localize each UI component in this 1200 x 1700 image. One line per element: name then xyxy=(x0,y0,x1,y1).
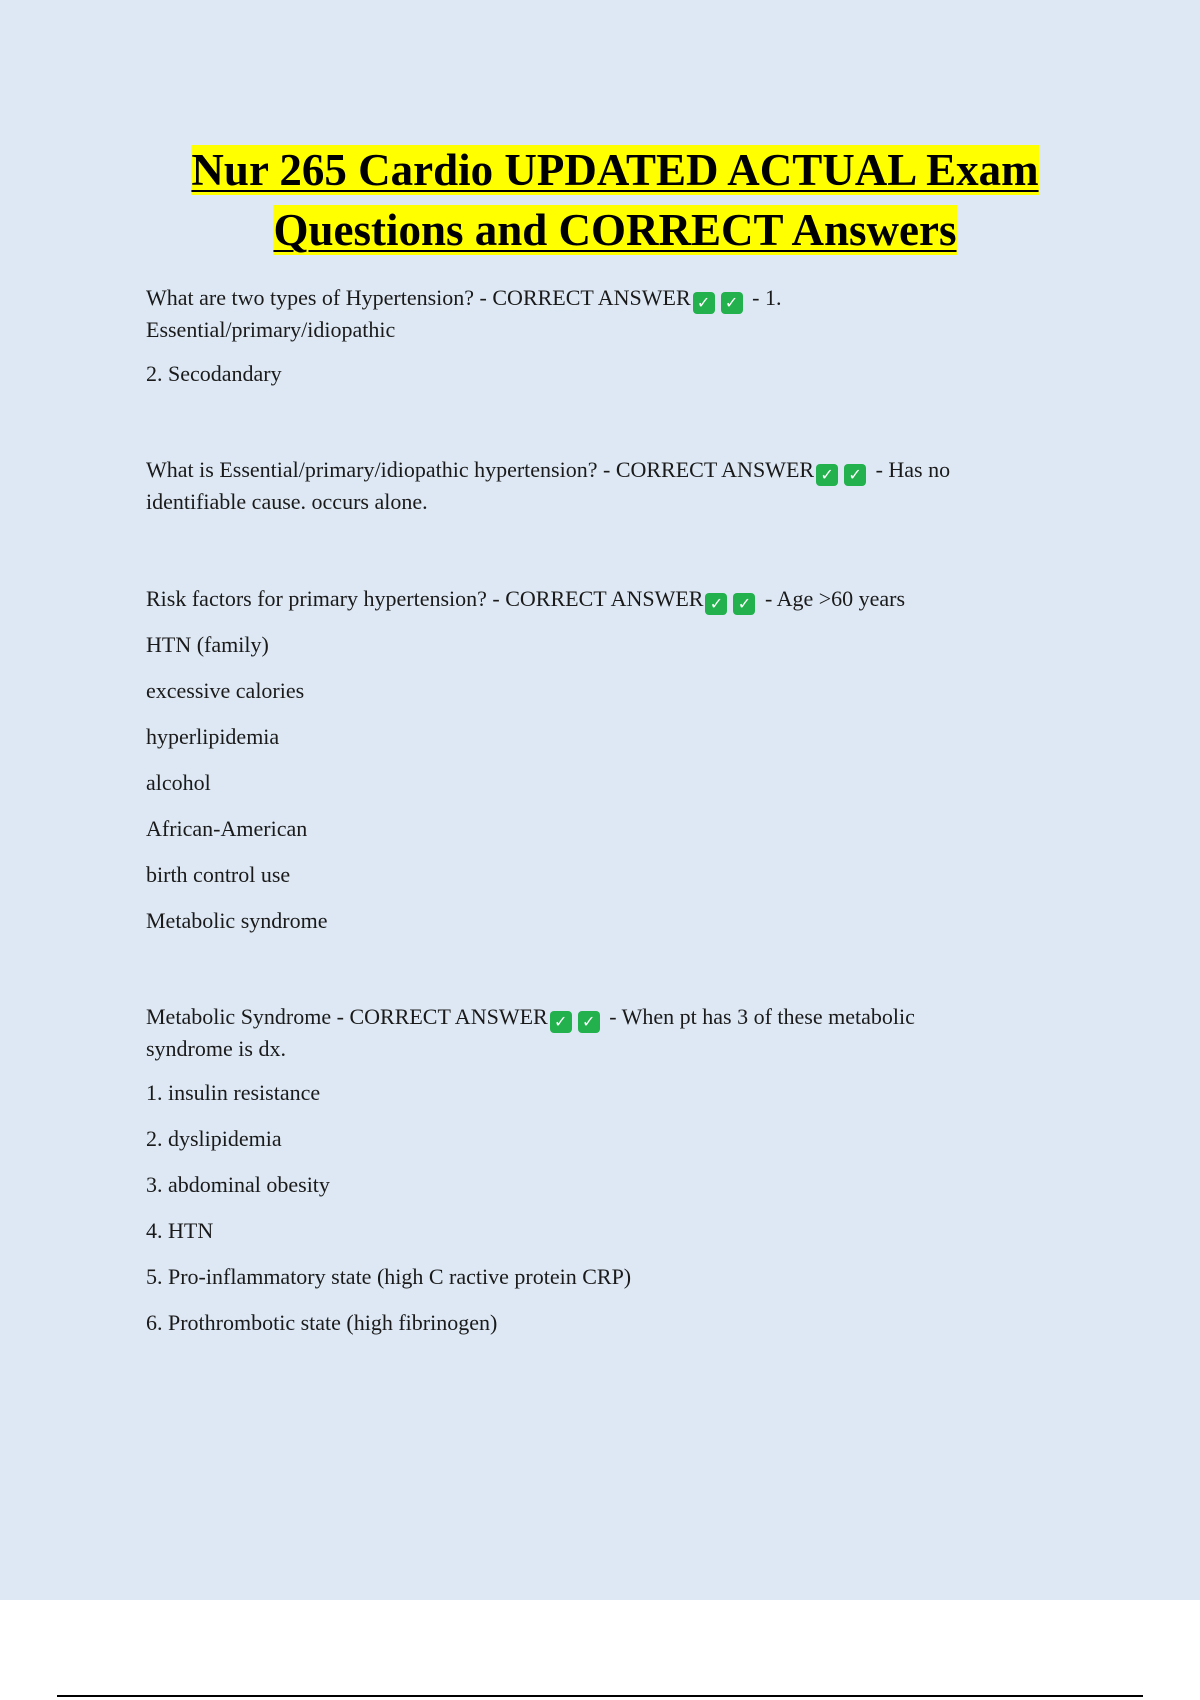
qa-question-paragraph xyxy=(146,282,1046,346)
list-item: Metabolic syndrome xyxy=(146,908,328,933)
title-line-1: Nur 265 Cardio UPDATED ACTUAL Exam xyxy=(191,145,1039,195)
question-text: Risk factors for primary hypertension? - CORRECT ANSWER xyxy=(146,586,704,611)
footer-divider xyxy=(57,1695,1143,1697)
spacer xyxy=(146,404,1046,454)
check-mark-icon: ✓ xyxy=(816,464,838,486)
list-item: 6. Prothrombotic state (high fibrinogen) xyxy=(146,1310,498,1335)
check-mark-icon: ✓ xyxy=(705,593,727,615)
answer-text-continued: syndrome is dx. xyxy=(146,1036,286,1061)
qa-question-paragraph xyxy=(146,1001,1046,1065)
title-line-2: Questions and CORRECT Answers xyxy=(273,205,957,255)
answer-text-continued: Essential/primary/idiopathic xyxy=(146,317,396,342)
check-mark-icon: ✓ xyxy=(733,593,755,615)
qa-content xyxy=(146,282,1046,1353)
check-mark-icon: ✓ xyxy=(844,464,866,486)
list-item: hyperlipidemia xyxy=(146,724,280,749)
answer-text: - Has no xyxy=(870,457,951,482)
list-item: 5. Pro-inflammatory state (high C ractive protein CRP) xyxy=(146,1264,632,1289)
question-text: What are two types of Hypertension? - CORRECT ANSWER xyxy=(146,285,691,310)
check-mark-icon: ✓ xyxy=(693,292,715,314)
spacer xyxy=(146,951,1046,1001)
list-item: birth control use xyxy=(146,862,291,887)
answer-text: - Age >60 years xyxy=(759,586,906,611)
qa-item xyxy=(146,583,1046,937)
list-item: alcohol xyxy=(146,770,211,795)
document-title xyxy=(140,140,1090,260)
answer-text: - When pt has 3 of these metabolic xyxy=(603,1004,915,1029)
list-item: 1. insulin resistance xyxy=(146,1080,321,1105)
question-text: What is Essential/primary/idiopathic hypertension? - CORRECT ANSWER xyxy=(146,457,815,482)
question-text: Metabolic Syndrome - CORRECT ANSWER xyxy=(146,1004,548,1029)
qa-question-paragraph xyxy=(146,454,1046,518)
list-item: 3. abdominal obesity xyxy=(146,1172,330,1197)
list-item: 2. dyslipidemia xyxy=(146,1126,282,1151)
check-mark-icon: ✓ xyxy=(578,1011,600,1033)
list-item: African-American xyxy=(146,816,308,841)
answer-text: - 1. xyxy=(746,285,782,310)
qa-item xyxy=(146,1001,1046,1339)
list-item: 2. Secodandary xyxy=(146,361,282,386)
spacer xyxy=(146,530,1046,583)
qa-item xyxy=(146,454,1046,518)
list-item: HTN (family) xyxy=(146,632,269,657)
qa-item xyxy=(146,282,1046,390)
qa-question-paragraph xyxy=(146,583,1046,615)
answer-text-continued: identifiable cause. occurs alone. xyxy=(146,489,428,514)
list-item: 4. HTN xyxy=(146,1218,214,1243)
check-mark-icon: ✓ xyxy=(550,1011,572,1033)
check-mark-icon: ✓ xyxy=(721,292,743,314)
list-item: excessive calories xyxy=(146,678,305,703)
